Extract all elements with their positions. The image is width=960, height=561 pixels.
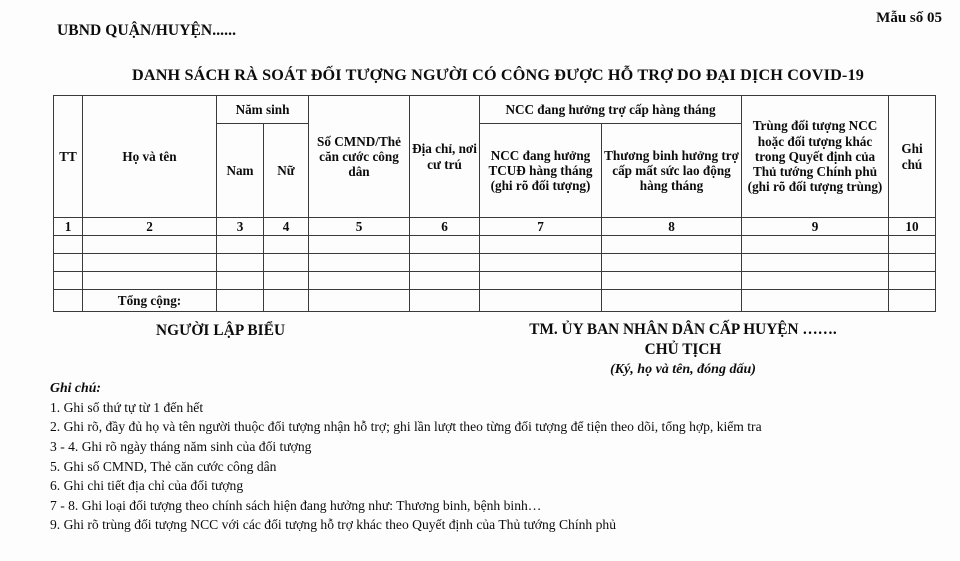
th-ncc-tcud-monthly: NCC đang hưởng TCUĐ hàng tháng (ghi rõ đối tượng) xyxy=(480,124,602,218)
cell-col8-total[interactable] xyxy=(602,290,742,312)
note-item: 2. Ghi rõ, đầy đủ họ và tên người thuộc đối tượng nhận hỗ trợ; ghi lần lượt theo từng đối tượng để tiện theo dõi, tổng hợp, kiểm tra xyxy=(50,419,762,435)
cell-full-name[interactable] xyxy=(83,236,217,254)
th-birth-year-group: Năm sinh xyxy=(217,96,309,124)
cell-id-number[interactable] xyxy=(309,236,410,254)
column-number-row xyxy=(54,218,936,236)
signature-authority-block xyxy=(505,320,861,379)
table-row[interactable] xyxy=(54,236,936,254)
table-body xyxy=(54,218,936,312)
colnum-2: 2 xyxy=(83,218,217,236)
issuing-office-label: UBND QUẬN/HUYỆN...... xyxy=(57,22,237,39)
table-header xyxy=(54,96,936,218)
cell-note[interactable] xyxy=(889,236,936,254)
table-row[interactable] xyxy=(54,254,936,272)
th-war-invalid-allowance: Thương binh hưởng trợ cấp mất sức lao động hàng tháng xyxy=(602,124,742,218)
total-label: Tổng cộng: xyxy=(83,290,217,312)
note-item: 5. Ghi số CMND, Thẻ căn cước công dân xyxy=(50,458,277,474)
cell-address[interactable] xyxy=(410,254,480,272)
note-item: 6. Ghi chi tiết địa chỉ của đối tượng xyxy=(50,478,244,494)
th-male: Nam xyxy=(217,124,264,218)
cell-male[interactable] xyxy=(217,236,264,254)
form-number-label: Mẫu số 05 xyxy=(876,10,942,26)
cell-col8[interactable] xyxy=(602,272,742,290)
cell-note[interactable] xyxy=(889,272,936,290)
cell-female[interactable] xyxy=(264,272,309,290)
table-row[interactable] xyxy=(54,272,936,290)
signature-preparer-label: NGƯỜI LẬP BIỂU xyxy=(156,322,286,339)
colnum-10: 10 xyxy=(889,218,936,236)
cell-male-total[interactable] xyxy=(217,290,264,312)
colnum-9: 9 xyxy=(742,218,889,236)
colnum-4: 4 xyxy=(264,218,309,236)
th-full-name: Họ và tên xyxy=(83,96,217,218)
cell-id-number[interactable] xyxy=(309,254,410,272)
colnum-6: 6 xyxy=(410,218,480,236)
colnum-3: 3 xyxy=(217,218,264,236)
signature-instruction: (Ký, họ và tên, đóng dấu) xyxy=(610,361,756,377)
th-tt: TT xyxy=(54,96,83,218)
th-id-number: Số CMND/Thẻ căn cước công dân xyxy=(309,96,410,218)
review-list-table xyxy=(53,95,936,312)
signature-authority-line1: TM. ỦY BAN NHÂN DÂN CẤP HUYỆN ……. xyxy=(529,321,837,338)
form-table-container xyxy=(53,95,935,312)
note-item: 7 - 8. Ghi loại đối tượng theo chính sách hiện đang hưởng như: Thương binh, bệnh binh… xyxy=(50,497,542,513)
cell-tt[interactable] xyxy=(54,254,83,272)
cell-full-name[interactable] xyxy=(83,254,217,272)
colnum-5: 5 xyxy=(309,218,410,236)
th-address: Địa chỉ, nơi cư trú xyxy=(410,96,480,218)
cell-tt[interactable] xyxy=(54,236,83,254)
cell-male[interactable] xyxy=(217,272,264,290)
cell-male[interactable] xyxy=(217,254,264,272)
cell-full-name[interactable] xyxy=(83,272,217,290)
cell-col7-total[interactable] xyxy=(480,290,602,312)
note-item: 9. Ghi rõ trùng đối tượng NCC với các đối tượng hỗ trợ khác theo Quyết định của Thủ tướng Chính phủ xyxy=(50,517,616,533)
page-title: DANH SÁCH RÀ SOÁT ĐỐI TƯỢNG NGƯỜI CÓ CÔNG ĐƯỢC HỖ TRỢ DO ĐẠI DỊCH COVID-19 xyxy=(132,66,864,84)
cell-col9[interactable] xyxy=(742,254,889,272)
cell-address[interactable] xyxy=(410,236,480,254)
notes-section xyxy=(50,378,940,535)
note-item: 3 - 4. Ghi rõ ngày tháng năm sinh của đối tượng xyxy=(50,438,312,454)
th-ncc-monthly-group: NCC đang hưởng trợ cấp hàng tháng xyxy=(480,96,742,124)
cell-col8[interactable] xyxy=(602,254,742,272)
cell-female[interactable] xyxy=(264,236,309,254)
cell-id-total[interactable] xyxy=(309,290,410,312)
cell-female[interactable] xyxy=(264,254,309,272)
th-duplicate-subject: Trùng đối tượng NCC hoặc đối tượng khác trong Quyết định của Thủ tướng Chính phủ (ghi rõ đối tượng trùng) xyxy=(742,96,889,218)
th-note: Ghi chú xyxy=(889,96,936,218)
cell-tt-total xyxy=(54,290,83,312)
cell-address[interactable] xyxy=(410,272,480,290)
cell-col9-total[interactable] xyxy=(742,290,889,312)
cell-note[interactable] xyxy=(889,254,936,272)
colnum-8: 8 xyxy=(602,218,742,236)
colnum-1: 1 xyxy=(54,218,83,236)
cell-col7[interactable] xyxy=(480,254,602,272)
cell-col9[interactable] xyxy=(742,272,889,290)
cell-col7[interactable] xyxy=(480,272,602,290)
total-row[interactable] xyxy=(54,290,936,312)
cell-tt[interactable] xyxy=(54,272,83,290)
cell-id-number[interactable] xyxy=(309,272,410,290)
colnum-7: 7 xyxy=(480,218,602,236)
cell-address-total[interactable] xyxy=(410,290,480,312)
cell-col9[interactable] xyxy=(742,236,889,254)
note-item: 1. Ghi số thứ tự từ 1 đến hết xyxy=(50,399,204,415)
cell-note-total[interactable] xyxy=(889,290,936,312)
cell-female-total[interactable] xyxy=(264,290,309,312)
notes-title: Ghi chú: xyxy=(50,380,101,395)
cell-col8[interactable] xyxy=(602,236,742,254)
th-female: Nữ xyxy=(264,124,309,218)
cell-col7[interactable] xyxy=(480,236,602,254)
table-header-row-1 xyxy=(54,96,936,124)
signature-authority-line2: CHỦ TỊCH xyxy=(644,341,722,359)
